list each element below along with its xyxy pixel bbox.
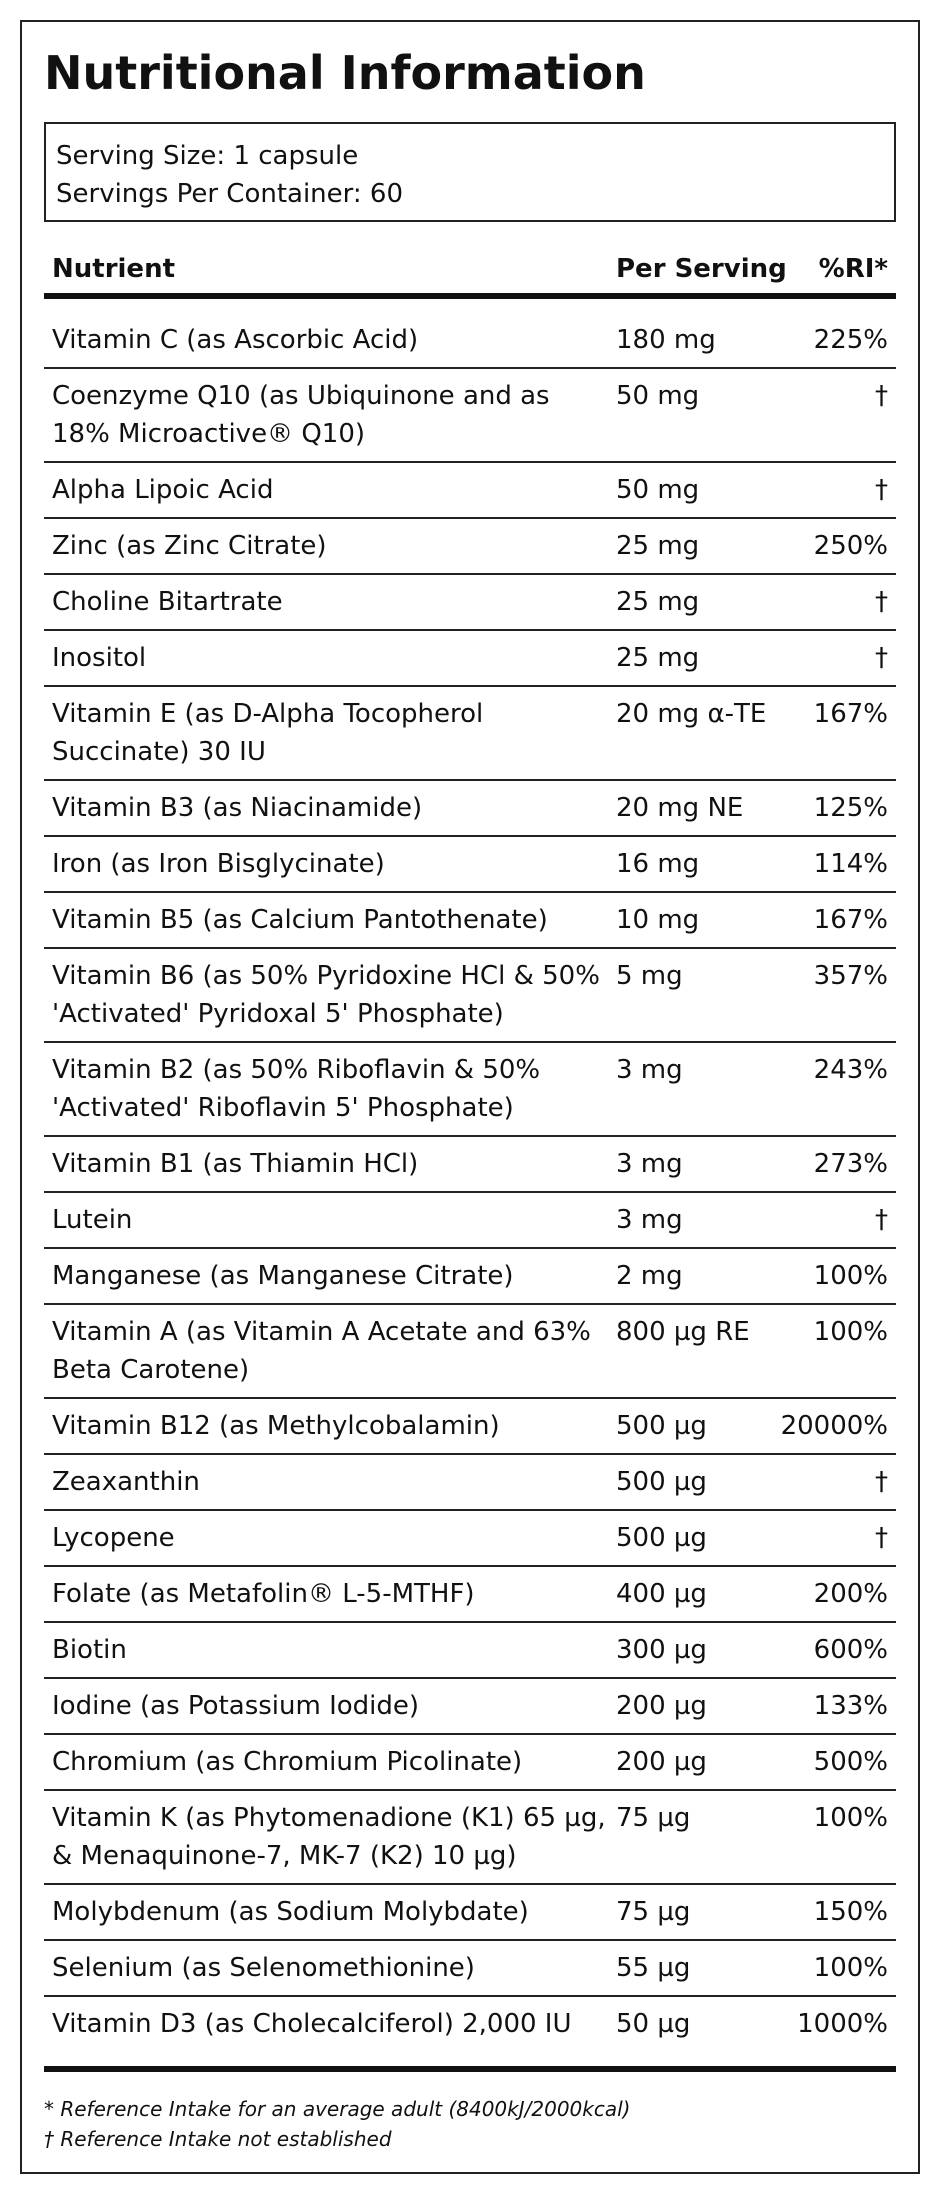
nutrient-name: Vitamin B12 (as Methylcobalamin)	[52, 1411, 500, 1441]
nutrient-name: Iron (as Iron Bisglycinate)	[52, 849, 385, 879]
ri-value: 114%	[813, 849, 888, 879]
per-serving-value: 2 mg	[616, 1261, 683, 1291]
per-serving-value: 3 mg	[616, 1149, 683, 1179]
ri-value: 150%	[813, 1897, 888, 1927]
nutrient-name: Biotin	[52, 1635, 127, 1665]
table-row	[44, 1305, 896, 1399]
ri-value: 167%	[813, 905, 888, 935]
table-row	[44, 463, 896, 519]
per-serving-value: 75 µg	[616, 1897, 691, 1927]
per-serving-value: 25 mg	[616, 587, 700, 617]
per-serving-value: 50 µg	[616, 2009, 691, 2039]
nutrient-name: Vitamin B6 (as 50% Pyridoxine HCl & 50% 'Activated' Pyridoxal 5' Phosphate)	[52, 961, 600, 1029]
per-serving-value: 16 mg	[616, 849, 700, 879]
nutrient-name: Choline Bitartrate	[52, 587, 283, 617]
nutrient-table	[44, 313, 896, 2053]
footnotes	[44, 2094, 896, 2154]
column-header-per-serving: Per Serving	[616, 254, 787, 284]
ri-value: 133%	[813, 1691, 888, 1721]
ri-value: †	[875, 1523, 888, 1553]
footnote-ri: * Reference Intake for an average adult (8400kJ/2000kcal)	[44, 2097, 631, 2121]
nutrient-name: Molybdenum (as Sodium Molybdate)	[52, 1897, 529, 1927]
ri-value: †	[875, 475, 888, 505]
table-row	[44, 1791, 896, 1885]
per-serving-value: 10 mg	[616, 905, 700, 935]
ri-value: 225%	[813, 325, 888, 355]
nutrient-name: Vitamin B3 (as Niacinamide)	[52, 793, 423, 823]
nutrient-name: Iodine (as Potassium Iodide)	[52, 1691, 420, 1721]
nutrient-name: Vitamin A (as Vitamin A Acetate and 63% Beta Carotene)	[52, 1317, 591, 1385]
per-serving-value: 500 µg	[616, 1467, 707, 1497]
ri-value: 100%	[813, 1317, 888, 1347]
per-serving-value: 200 µg	[616, 1691, 707, 1721]
serving-size: Serving Size: 1 capsule	[56, 141, 359, 171]
page-title: Nutritional Information	[44, 46, 646, 100]
table-row	[44, 519, 896, 575]
nutrient-name: Coenzyme Q10 (as Ubiquinone and as 18% Microactive® Q10)	[52, 381, 550, 449]
nutrient-name: Manganese (as Manganese Citrate)	[52, 1261, 514, 1291]
ri-value: 100%	[813, 1803, 888, 1833]
table-row	[44, 1043, 896, 1137]
table-row	[44, 1249, 896, 1305]
table-row	[44, 1193, 896, 1249]
nutrient-name: Vitamin C (as Ascorbic Acid)	[52, 325, 419, 355]
ri-value: 200%	[813, 1579, 888, 1609]
per-serving-value: 20 mg α-TE	[616, 699, 767, 729]
nutrient-name: Vitamin B2 (as 50% Riboflavin & 50% 'Activated' Riboflavin 5' Phosphate)	[52, 1055, 541, 1123]
ri-value: 100%	[813, 1261, 888, 1291]
nutrition-panel	[20, 20, 920, 2174]
table-row	[44, 837, 896, 893]
ri-value: †	[875, 643, 888, 673]
ri-value: †	[875, 1467, 888, 1497]
table-row	[44, 893, 896, 949]
per-serving-value: 25 mg	[616, 643, 700, 673]
per-serving-value: 3 mg	[616, 1055, 683, 1085]
per-serving-value: 5 mg	[616, 961, 683, 991]
nutrient-name: Vitamin B5 (as Calcium Pantothenate)	[52, 905, 548, 935]
nutrient-name: Folate (as Metafolin® L-5-MTHF)	[52, 1579, 475, 1609]
ri-value: 600%	[813, 1635, 888, 1665]
footnote-dagger: † Reference Intake not established	[44, 2127, 392, 2151]
per-serving-value: 500 µg	[616, 1411, 707, 1441]
table-row	[44, 1399, 896, 1455]
ri-value: 243%	[813, 1055, 888, 1085]
ri-value: †	[875, 381, 888, 411]
ri-value: †	[875, 587, 888, 617]
per-serving-value: 3 mg	[616, 1205, 683, 1235]
nutrient-name: Lutein	[52, 1205, 133, 1235]
per-serving-value: 500 µg	[616, 1523, 707, 1553]
table-row	[44, 1735, 896, 1791]
table-row	[44, 687, 896, 781]
per-serving-value: 25 mg	[616, 531, 700, 561]
ri-value: 20000%	[780, 1411, 888, 1441]
table-row	[44, 1997, 896, 2053]
ri-value: 1000%	[797, 2009, 888, 2039]
table-row	[44, 1567, 896, 1623]
table-row	[44, 369, 896, 463]
nutrient-name: Vitamin D3 (as Cholecalciferol) 2,000 IU	[52, 2009, 572, 2039]
ri-value: 357%	[813, 961, 888, 991]
table-row	[44, 1455, 896, 1511]
ri-value: 125%	[813, 793, 888, 823]
per-serving-value: 800 µg RE	[616, 1317, 750, 1347]
column-header-ri: %RI*	[818, 254, 888, 284]
servings-per-container: Servings Per Container: 60	[56, 179, 404, 209]
table-row	[44, 1885, 896, 1941]
table-row	[44, 1623, 896, 1679]
per-serving-value: 180 mg	[616, 325, 716, 355]
nutrient-name: Inositol	[52, 643, 147, 673]
per-serving-value: 55 µg	[616, 1953, 691, 1983]
ri-value: 273%	[813, 1149, 888, 1179]
table-row	[44, 1511, 896, 1567]
per-serving-value: 50 mg	[616, 475, 700, 505]
table-row	[44, 1941, 896, 1997]
nutrient-name: Chromium (as Chromium Picolinate)	[52, 1747, 523, 1777]
nutrient-name: Selenium (as Selenomethionine)	[52, 1953, 475, 1983]
ri-value: 167%	[813, 699, 888, 729]
table-row	[44, 631, 896, 687]
nutrient-name: Lycopene	[52, 1523, 175, 1553]
table-row	[44, 575, 896, 631]
nutrient-name: Zinc (as Zinc Citrate)	[52, 531, 327, 561]
table-row	[44, 949, 896, 1043]
ri-value: 250%	[813, 531, 888, 561]
per-serving-value: 200 µg	[616, 1747, 707, 1777]
per-serving-value: 50 mg	[616, 381, 700, 411]
nutrient-name: Vitamin B1 (as Thiamin HCl)	[52, 1149, 419, 1179]
nutrient-name: Alpha Lipoic Acid	[52, 475, 274, 505]
serving-info-box	[44, 122, 896, 222]
per-serving-value: 400 µg	[616, 1579, 707, 1609]
nutrient-name: Zeaxanthin	[52, 1467, 200, 1497]
nutrient-name: Vitamin K (as Phytomenadione (K1) 65 µg, & Menaquinone-7, MK-7 (K2) 10 µg)	[52, 1803, 606, 1871]
table-bottom-rule	[44, 2066, 896, 2072]
ri-value: 100%	[813, 1953, 888, 1983]
table-row	[44, 1137, 896, 1193]
ri-value: †	[875, 1205, 888, 1235]
ri-value: 500%	[813, 1747, 888, 1777]
per-serving-value: 300 µg	[616, 1635, 707, 1665]
table-row	[44, 313, 896, 369]
header-rule	[44, 293, 896, 299]
table-row	[44, 1679, 896, 1735]
column-header-nutrient: Nutrient	[52, 254, 176, 284]
nutrient-name: Vitamin E (as D-Alpha Tocopherol Succinate) 30 IU	[52, 699, 484, 767]
table-header	[44, 249, 896, 289]
per-serving-value: 75 µg	[616, 1803, 691, 1833]
table-row	[44, 781, 896, 837]
per-serving-value: 20 mg NE	[616, 793, 744, 823]
